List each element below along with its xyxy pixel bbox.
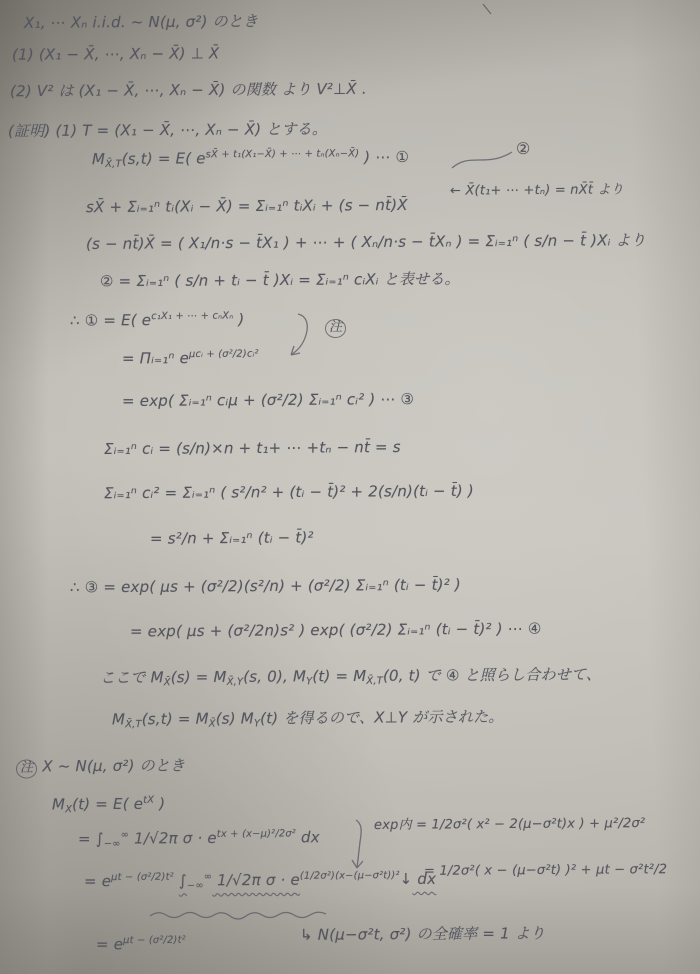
math-segment: ↓ — [399, 869, 413, 889]
math-segment: ) ⋯ ① — [359, 147, 410, 167]
math-line-result — [96, 936, 186, 953]
math-segment: Y — [253, 718, 261, 730]
math-segment: (s,t) = E( e — [121, 149, 206, 168]
math-line-note-heading — [16, 757, 185, 778]
math-segment: M — [91, 150, 106, 169]
math-segment: Σᵢ₌₁ⁿ cᵢ = (s/n)×n + t₁+ ⋯ +tₙ − nt̄ = s — [103, 437, 401, 459]
corner-pen-mark — [483, 4, 491, 14]
math-segment: (証明) (1) T = (X₁ − X̄, ⋯, Xₙ − X̄) とする。 — [7, 119, 328, 141]
math-line-heading — [24, 13, 258, 31]
math-segment: = e — [83, 872, 112, 891]
math-segment: = s²/n + Σᵢ₌₁ⁿ (tᵢ − t̄)² — [149, 528, 314, 548]
math-line-claim-1 — [12, 45, 220, 63]
math-line-mgf-x — [52, 796, 165, 817]
math-line-exp-inside-2 — [424, 863, 667, 879]
note-circle-mark — [325, 318, 347, 338]
math-segment: ∞ — [203, 871, 213, 883]
math-segment: (s,t) = M — [141, 709, 209, 729]
math-segment: = Πᵢ₌₁ⁿ e — [121, 349, 190, 368]
math-segment: (t) = M — [312, 666, 367, 686]
note-bracket-arrow — [291, 314, 307, 355]
math-segment: ∞ — [120, 829, 130, 841]
math-segment: sX̄ + t₁(X₁−X̄) + ⋯ + tₙ(Xₙ−X̄) — [205, 148, 360, 161]
math-line-integral — [78, 829, 320, 851]
math-line-total-prob — [300, 925, 545, 943]
math-segment: ② = Σᵢ₌₁ⁿ ( s/n + tᵢ − t̄ )Xᵢ = Σᵢ₌₁ⁿ cᵢXᵢ と表せる。 — [99, 269, 460, 291]
math-segment: X₁, ⋯ Xₙ i.i.d. ~ N(μ, σ²) のとき — [23, 12, 259, 32]
integral-bracket-arrow — [352, 820, 363, 868]
math-line-side-note — [450, 183, 624, 199]
math-line-exp-inside — [374, 817, 645, 833]
connector-curve-to-circle-2 — [452, 152, 512, 168]
math-segment: X̄,T — [366, 675, 383, 687]
math-segment: Y — [306, 676, 313, 688]
math-segment: 1/√2π σ · e — [212, 870, 300, 890]
math-segment: X̄,Y — [226, 676, 244, 688]
math-segment: = e — [95, 935, 124, 954]
math-line-mgf-def — [92, 149, 409, 171]
wavy-underline — [150, 912, 326, 919]
math-segment: = ∫ — [77, 829, 104, 848]
math-segment: ∫ — [178, 871, 187, 890]
math-segment: μt − (σ²/2)t² — [111, 871, 174, 884]
math-segment: ) — [154, 794, 166, 813]
math-line-sum-ci-sq — [104, 483, 474, 502]
math-line-marginals — [100, 666, 601, 689]
math-segment: = exp( μs + (σ²/2n)s² ) exp( (σ²/2) Σᵢ₌₁ⁿ (tᵢ − t̄)² ) ⋯ ④ — [129, 619, 542, 641]
math-segment: (s − nt̄)X̄ = ( X₁/n·s − t̄X₁ ) + ⋯ + ( Xₙ/n·s − t̄Xₙ ) = Σᵢ₌₁ⁿ ( s/n − t̄ )Xᵢ より — [85, 231, 646, 253]
math-segment: = 1/2σ²( x − (μ−σ²t) )² + μt − σ²t²/2 — [423, 862, 668, 879]
math-segment: X̄ — [163, 677, 171, 689]
math-line-exp-factored — [130, 621, 542, 640]
math-segment: exp内 = 1/2σ²( x² − 2(μ−σ²t)x ) + μ²/2σ² — [373, 816, 646, 833]
math-segment: μt − (σ²/2)t² — [123, 934, 186, 947]
math-segment: ここで M — [99, 668, 164, 687]
math-segment: dx — [412, 869, 437, 888]
math-line-exp-3 — [122, 391, 414, 410]
math-segment: c₁X₁ + ⋯ + cₙXₙ — [151, 310, 234, 323]
math-line-expand — [86, 232, 646, 252]
math-segment: −∞ — [186, 880, 204, 892]
math-segment: X ~ N(μ, σ²) のとき — [37, 756, 186, 776]
math-line-expectation — [70, 311, 245, 329]
math-segment: X — [65, 804, 73, 816]
math-segment: μcᵢ + (σ²/2)cᵢ² — [188, 348, 259, 361]
math-segment: dx — [295, 828, 320, 847]
math-segment: (t) = E( e — [72, 794, 144, 814]
math-segment: ∴ ③ = exp( μs + (σ²/2)(s²/n) + (σ²/2) Σᵢ₌₁ⁿ (tᵢ − t̄)² ) — [69, 575, 461, 597]
math-line-complete-square — [84, 871, 436, 893]
math-segment: ) — [233, 310, 245, 329]
math-line-product — [122, 350, 259, 367]
math-segment: M — [51, 795, 66, 814]
math-segment: ∴ ① = E( e — [69, 311, 152, 330]
math-segment: Σᵢ₌₁ⁿ cᵢ² = Σᵢ₌₁ⁿ ( s²/n² + (tᵢ − t̄)² + 2(s/n)(tᵢ − t̄) ) — [103, 481, 474, 503]
math-segment: = exp( Σᵢ₌₁ⁿ cᵢμ + (σ²/2) Σᵢ₌₁ⁿ cᵢ² ) ⋯ ③ — [121, 389, 415, 411]
math-segment: (s) = M — [170, 667, 227, 687]
math-line-proof-start — [8, 121, 327, 140]
math-segment: X̄,T — [125, 719, 142, 731]
math-segment: 1/√2π σ · e — [129, 828, 217, 848]
math-line-sum-ci — [104, 439, 401, 458]
math-segment: 注 — [16, 759, 38, 778]
math-line-conclusion — [112, 709, 504, 732]
math-segment: (s) M — [215, 709, 254, 728]
math-segment: (1) (X₁ − X̄, ⋯, Xₙ − X̄) ⊥ X̄ — [11, 44, 220, 64]
math-segment: tX — [143, 794, 155, 806]
math-segment: (t) を得るので、X⊥Y が示された。 — [260, 707, 504, 728]
math-line-sum-simplified — [150, 529, 314, 547]
math-segment: 注 — [325, 319, 347, 338]
math-segment: (s, 0), M — [243, 667, 307, 686]
math-segment: (2) V² は (X₁ − X̄, ⋯, Xₙ − X̄) の関数 より V²⊥X̄ . — [9, 79, 367, 101]
math-segment: ← X̄(t₁+ ⋯ +tₙ) = nX̄t̄ より — [449, 182, 624, 199]
math-segment: ② — [515, 138, 531, 159]
math-segment: X̄,T — [105, 158, 122, 170]
math-line-ci-def — [100, 271, 460, 290]
math-segment: ↳ N(μ−σ²t, σ²) の全確率 = 1 より — [299, 924, 546, 944]
math-segment: sX̄ + Σᵢ₌₁ⁿ tᵢ(Xᵢ − X̄) = Σᵢ₌₁ⁿ tᵢXᵢ + (s − nt̄)X̄ — [85, 195, 408, 217]
math-line-exponent-split — [86, 197, 408, 216]
circled-2-mark — [516, 140, 531, 158]
math-segment: M — [111, 710, 126, 729]
math-segment: (1/2σ²)(x−(μ−σ²t))² — [299, 870, 400, 882]
math-line-claim-2 — [10, 81, 367, 100]
math-segment: X̄ — [208, 718, 216, 730]
math-line-exp-combined — [70, 577, 461, 596]
math-segment: −∞ — [103, 838, 121, 850]
math-segment: (0, t) で ④ と照らし合わせて、 — [382, 665, 602, 685]
math-segment: tx + (x−μ)²/2σ² — [216, 828, 296, 840]
